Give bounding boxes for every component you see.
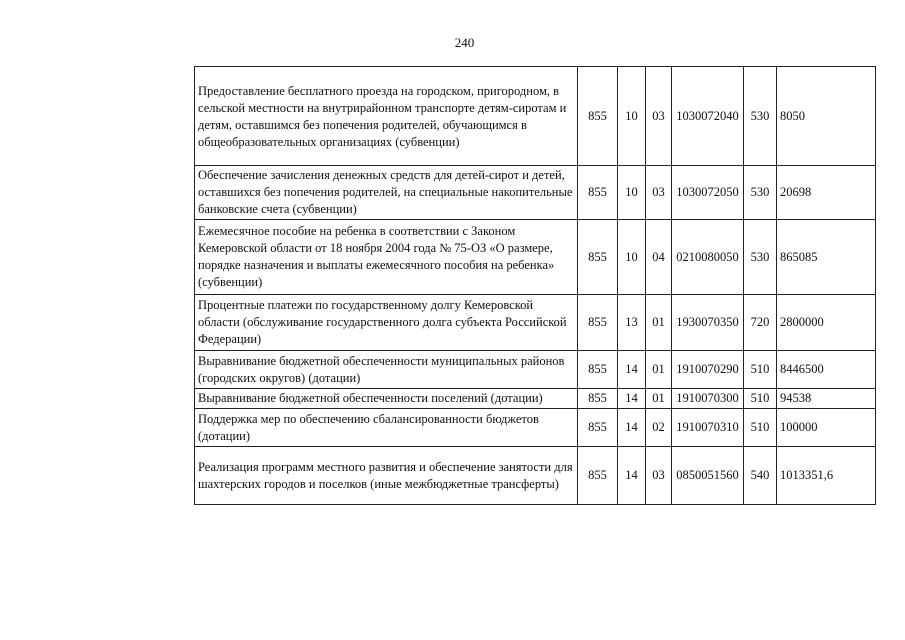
- section-code: 10: [618, 220, 646, 295]
- target-article-code: 0850051560: [672, 447, 744, 505]
- expense-type-code: 720: [744, 295, 777, 351]
- row-description: Реализация программ местного развития и обеспечение занятости для шахтерских городов и поселков (иные межбюджетные трансферты): [195, 447, 578, 505]
- page-number: 240: [454, 35, 475, 50]
- ministry-code: 855: [578, 220, 618, 295]
- section-code: 14: [618, 447, 646, 505]
- expense-type-code: 510: [744, 351, 777, 389]
- subsection-code: 04: [646, 220, 672, 295]
- subsection-code: 03: [646, 166, 672, 220]
- expense-type-code: 530: [744, 166, 777, 220]
- ministry-code: 855: [578, 409, 618, 447]
- ministry-code: 855: [578, 166, 618, 220]
- subsection-code: 03: [646, 67, 672, 166]
- table-row: [195, 166, 876, 220]
- target-article-code: 1030072040: [672, 67, 744, 166]
- amount: 865085: [777, 220, 876, 295]
- row-description: Выравнивание бюджетной обеспеченности поселений (дотации): [195, 389, 578, 409]
- target-article-code: 1910070310: [672, 409, 744, 447]
- table-row: [195, 351, 876, 389]
- section-code: 10: [618, 67, 646, 166]
- table-row: [195, 389, 876, 409]
- amount: 2800000: [777, 295, 876, 351]
- target-article-code: 1910070300: [672, 389, 744, 409]
- section-code: 10: [618, 166, 646, 220]
- amount: 8050: [777, 67, 876, 166]
- amount: 1013351,6: [777, 447, 876, 505]
- section-code: 14: [618, 351, 646, 389]
- ministry-code: 855: [578, 67, 618, 166]
- amount: 20698: [777, 166, 876, 220]
- subsection-code: 01: [646, 351, 672, 389]
- row-description: Поддержка мер по обеспечению сбалансированности бюджетов (дотации): [195, 409, 578, 447]
- ministry-code: 855: [578, 447, 618, 505]
- subsection-code: 01: [646, 295, 672, 351]
- row-description: Предоставление бесплатного проезда на городском, пригородном, в сельской местности на внутрирайонном транспорте детям-сиротам и детям, оставшимся без попечения родителей, обучающимся в общеобразовательных организациях (субвенции): [195, 67, 578, 166]
- row-description: Процентные платежи по государственному долгу Кемеровской области (обслуживание государственного долга субъекта Российской Федерации): [195, 295, 578, 351]
- row-description: Ежемесячное пособие на ребенка в соответствии с Законом Кемеровской области от 18 ноября 2004 года № 75-ОЗ «О размере, порядке назначения и выплаты ежемесячного пособия на ребенка» (субвенции): [195, 220, 578, 295]
- table-row: [195, 409, 876, 447]
- expense-type-code: 510: [744, 389, 777, 409]
- subsection-code: 02: [646, 409, 672, 447]
- budget-table: [194, 66, 876, 505]
- target-article-code: 0210080050: [672, 220, 744, 295]
- expense-type-code: 540: [744, 447, 777, 505]
- target-article-code: 1910070290: [672, 351, 744, 389]
- section-code: 13: [618, 295, 646, 351]
- table-row: [195, 67, 876, 166]
- section-code: 14: [618, 389, 646, 409]
- expense-type-code: 510: [744, 409, 777, 447]
- target-article-code: 1030072050: [672, 166, 744, 220]
- amount: 100000: [777, 409, 876, 447]
- section-code: 14: [618, 409, 646, 447]
- subsection-code: 01: [646, 389, 672, 409]
- ministry-code: 855: [578, 351, 618, 389]
- target-article-code: 1930070350: [672, 295, 744, 351]
- table-row: [195, 220, 876, 295]
- amount: 94538: [777, 389, 876, 409]
- row-description: Выравнивание бюджетной обеспеченности муниципальных районов (городских округов) (дотации): [195, 351, 578, 389]
- amount: 8446500: [777, 351, 876, 389]
- table-row: [195, 447, 876, 505]
- ministry-code: 855: [578, 295, 618, 351]
- ministry-code: 855: [578, 389, 618, 409]
- expense-type-code: 530: [744, 220, 777, 295]
- subsection-code: 03: [646, 447, 672, 505]
- expense-type-code: 530: [744, 67, 777, 166]
- table-row: [195, 295, 876, 351]
- row-description: Обеспечение зачисления денежных средств для детей-сирот и детей, оставшихся без попечения родителей, на специальные накопительные банковские счета (субвенции): [195, 166, 578, 220]
